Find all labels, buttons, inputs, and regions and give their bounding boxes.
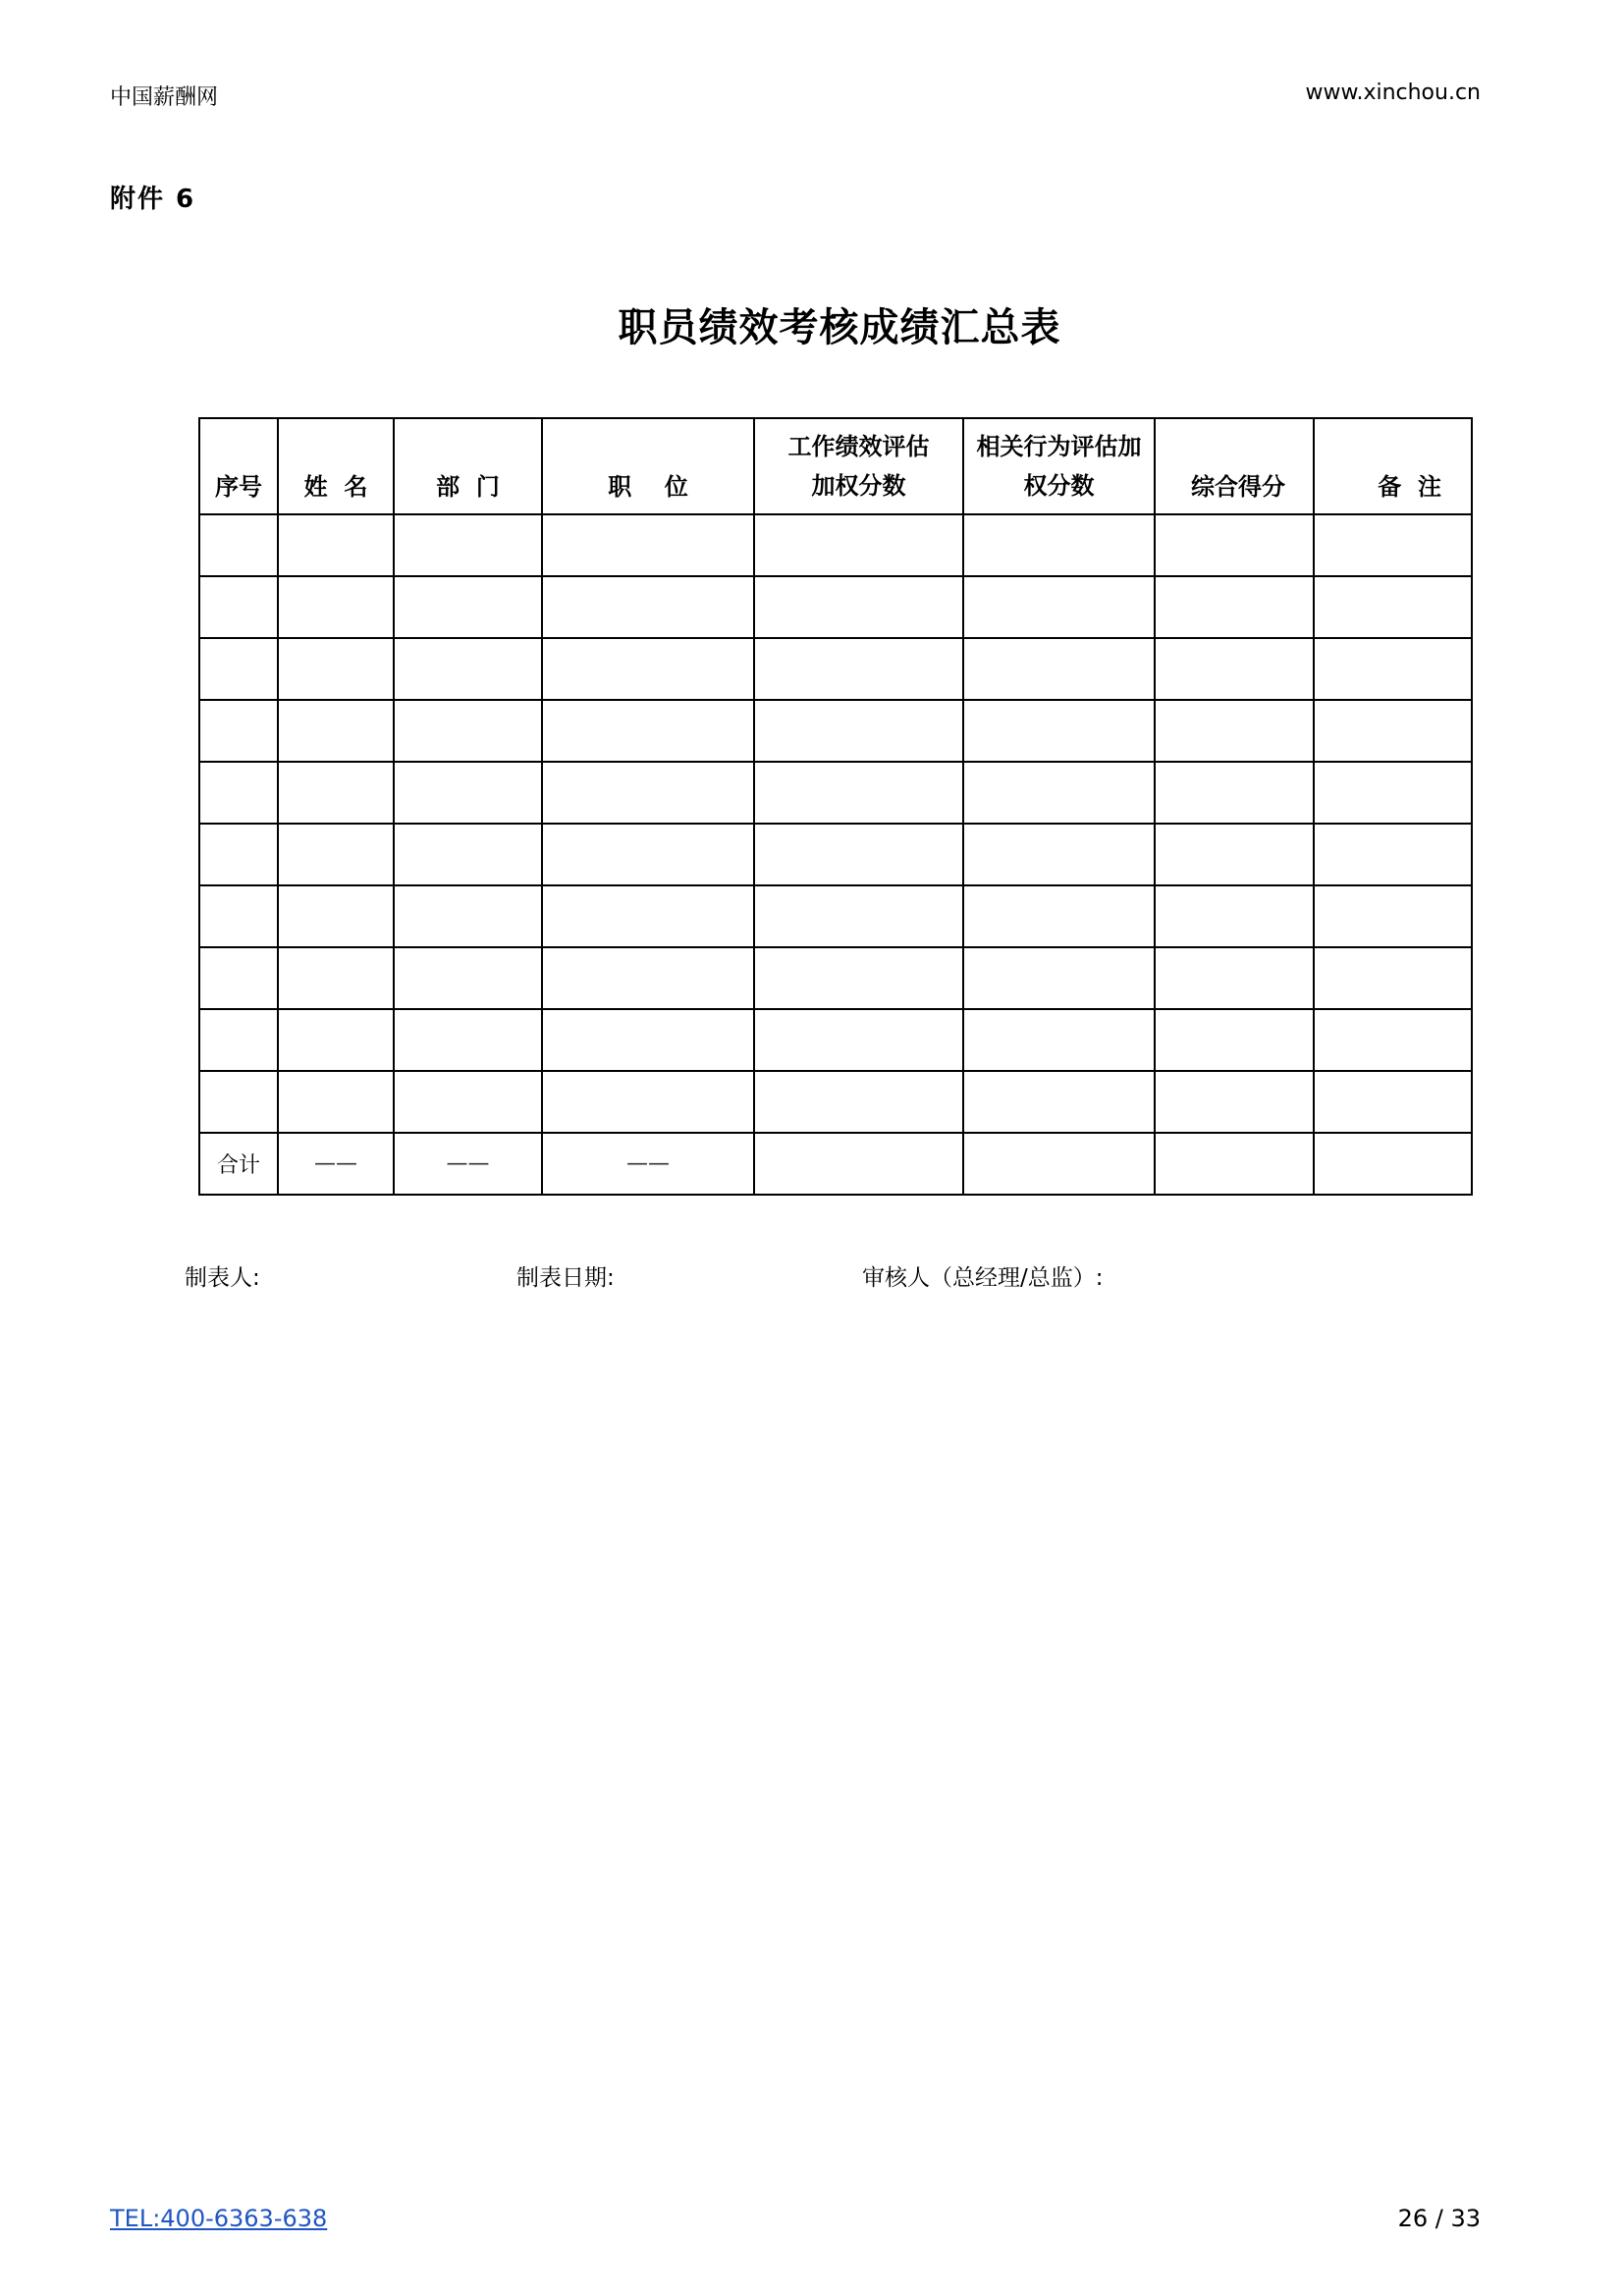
cell-position[interactable] [542, 576, 754, 638]
cell-seq[interactable] [199, 947, 278, 1009]
table-row [199, 700, 1472, 762]
header-seq: 序号 [199, 418, 278, 514]
cell-dept[interactable] [394, 1009, 542, 1071]
header-site-name: 中国薪酬网 [110, 85, 219, 110]
header-work-score-line2: 加权分数 [811, 472, 906, 500]
header-behavior-score-line2: 权分数 [1023, 472, 1095, 500]
cell-work-score[interactable] [754, 514, 963, 576]
cell-dept[interactable] [394, 824, 542, 885]
cell-position[interactable] [542, 1071, 754, 1133]
cell-overall-score[interactable] [1155, 576, 1314, 638]
signature-maker-label: 制表人: [185, 1265, 260, 1291]
header-total-score: 综合得分 [1155, 418, 1314, 514]
cell-overall-score[interactable] [1155, 700, 1314, 762]
cell-seq[interactable] [199, 1071, 278, 1133]
cell-position[interactable] [542, 514, 754, 576]
cell-name[interactable] [278, 885, 394, 947]
cell-seq[interactable] [199, 576, 278, 638]
cell-work-score[interactable] [754, 1071, 963, 1133]
cell-remark[interactable] [1314, 824, 1472, 885]
cell-behavior-score[interactable] [963, 1071, 1155, 1133]
header-position: 职 位 [542, 418, 754, 514]
cell-overall-score[interactable] [1155, 762, 1314, 824]
table-row [199, 762, 1472, 824]
cell-name[interactable] [278, 1071, 394, 1133]
cell-work-score[interactable] [754, 638, 963, 700]
cell-name[interactable] [278, 638, 394, 700]
cell-behavior-score[interactable] [963, 576, 1155, 638]
cell-behavior-score[interactable] [963, 700, 1155, 762]
cell-overall-score[interactable] [1155, 1071, 1314, 1133]
header-site-url[interactable]: www.xinchou.cn [1305, 80, 1481, 105]
cell-behavior-score[interactable] [963, 514, 1155, 576]
cell-dept[interactable] [394, 514, 542, 576]
cell-name[interactable] [278, 1009, 394, 1071]
cell-position[interactable] [542, 700, 754, 762]
cell-overall-score[interactable] [1155, 638, 1314, 700]
cell-work-score[interactable] [754, 885, 963, 947]
cell-work-score[interactable] [754, 700, 963, 762]
cell-seq[interactable] [199, 824, 278, 885]
cell-position[interactable] [542, 638, 754, 700]
table-row [199, 1009, 1472, 1071]
total-position-dash: —— [542, 1133, 754, 1195]
performance-summary-table [198, 417, 1473, 1196]
cell-overall-score[interactable] [1155, 947, 1314, 1009]
cell-seq[interactable] [199, 700, 278, 762]
footer-phone-link[interactable]: TEL:400-6363-638 [110, 2205, 328, 2232]
header-remark: 备 注 [1314, 418, 1472, 514]
cell-remark[interactable] [1314, 762, 1472, 824]
table-row [199, 824, 1472, 885]
cell-work-score[interactable] [754, 1009, 963, 1071]
cell-behavior-score[interactable] [963, 762, 1155, 824]
cell-overall-score[interactable] [1155, 885, 1314, 947]
cell-seq[interactable] [199, 514, 278, 576]
header-name: 姓 名 [278, 418, 394, 514]
total-work-score-cell[interactable] [754, 1133, 963, 1195]
table-row [199, 638, 1472, 700]
cell-remark[interactable] [1314, 1009, 1472, 1071]
signature-date-label: 制表日期: [516, 1265, 615, 1291]
cell-name[interactable] [278, 514, 394, 576]
total-behavior-score-cell[interactable] [963, 1133, 1155, 1195]
cell-position[interactable] [542, 1009, 754, 1071]
total-row [199, 1133, 1472, 1195]
header-dept: 部 门 [394, 418, 542, 514]
cell-dept[interactable] [394, 947, 542, 1009]
cell-behavior-score[interactable] [963, 885, 1155, 947]
cell-position[interactable] [542, 885, 754, 947]
document-title: 职员绩效考核成绩汇总表 [618, 305, 1061, 350]
cell-dept[interactable] [394, 762, 542, 824]
cell-overall-score[interactable] [1155, 1009, 1314, 1071]
total-remark-cell[interactable] [1314, 1133, 1472, 1195]
cell-work-score[interactable] [754, 576, 963, 638]
annex-label: 附件 6 [110, 185, 196, 214]
cell-dept[interactable] [394, 576, 542, 638]
table-row [199, 514, 1472, 576]
header-behavior-score [963, 418, 1155, 514]
cell-remark[interactable] [1314, 638, 1472, 700]
cell-dept[interactable] [394, 1071, 542, 1133]
cell-remark[interactable] [1314, 700, 1472, 762]
table-header-row [199, 418, 1472, 514]
cell-position[interactable] [542, 947, 754, 1009]
cell-seq[interactable] [199, 1009, 278, 1071]
cell-name[interactable] [278, 762, 394, 824]
cell-name[interactable] [278, 824, 394, 885]
total-label: 合计 [199, 1133, 278, 1195]
signature-reviewer-label: 审核人（总经理/总监）: [862, 1265, 1104, 1291]
cell-behavior-score[interactable] [963, 947, 1155, 1009]
cell-seq[interactable] [199, 638, 278, 700]
cell-work-score[interactable] [754, 947, 963, 1009]
table-row [199, 1071, 1472, 1133]
cell-position[interactable] [542, 762, 754, 824]
cell-remark[interactable] [1314, 947, 1472, 1009]
header-work-score-line1: 工作绩效评估 [787, 433, 930, 460]
cell-overall-score[interactable] [1155, 514, 1314, 576]
cell-remark[interactable] [1314, 576, 1472, 638]
cell-overall-score[interactable] [1155, 824, 1314, 885]
cell-seq[interactable] [199, 885, 278, 947]
cell-behavior-score[interactable] [963, 638, 1155, 700]
cell-name[interactable] [278, 576, 394, 638]
table-row [199, 576, 1472, 638]
cell-behavior-score[interactable] [963, 824, 1155, 885]
cell-work-score[interactable] [754, 762, 963, 824]
total-name-dash: —— [278, 1133, 394, 1195]
header-behavior-score-line1: 相关行为评估加 [976, 433, 1142, 460]
cell-name[interactable] [278, 700, 394, 762]
footer-page-number: 26 / 33 [1397, 2205, 1481, 2232]
cell-remark[interactable] [1314, 1071, 1472, 1133]
total-dept-dash: —— [394, 1133, 542, 1195]
cell-name[interactable] [278, 947, 394, 1009]
table-row [199, 947, 1472, 1009]
total-overall-score-cell[interactable] [1155, 1133, 1314, 1195]
cell-dept[interactable] [394, 885, 542, 947]
cell-dept[interactable] [394, 700, 542, 762]
cell-dept[interactable] [394, 638, 542, 700]
header-work-score [754, 418, 963, 514]
cell-remark[interactable] [1314, 514, 1472, 576]
cell-behavior-score[interactable] [963, 1009, 1155, 1071]
cell-work-score[interactable] [754, 824, 963, 885]
table-row [199, 885, 1472, 947]
cell-position[interactable] [542, 824, 754, 885]
cell-remark[interactable] [1314, 885, 1472, 947]
cell-seq[interactable] [199, 762, 278, 824]
